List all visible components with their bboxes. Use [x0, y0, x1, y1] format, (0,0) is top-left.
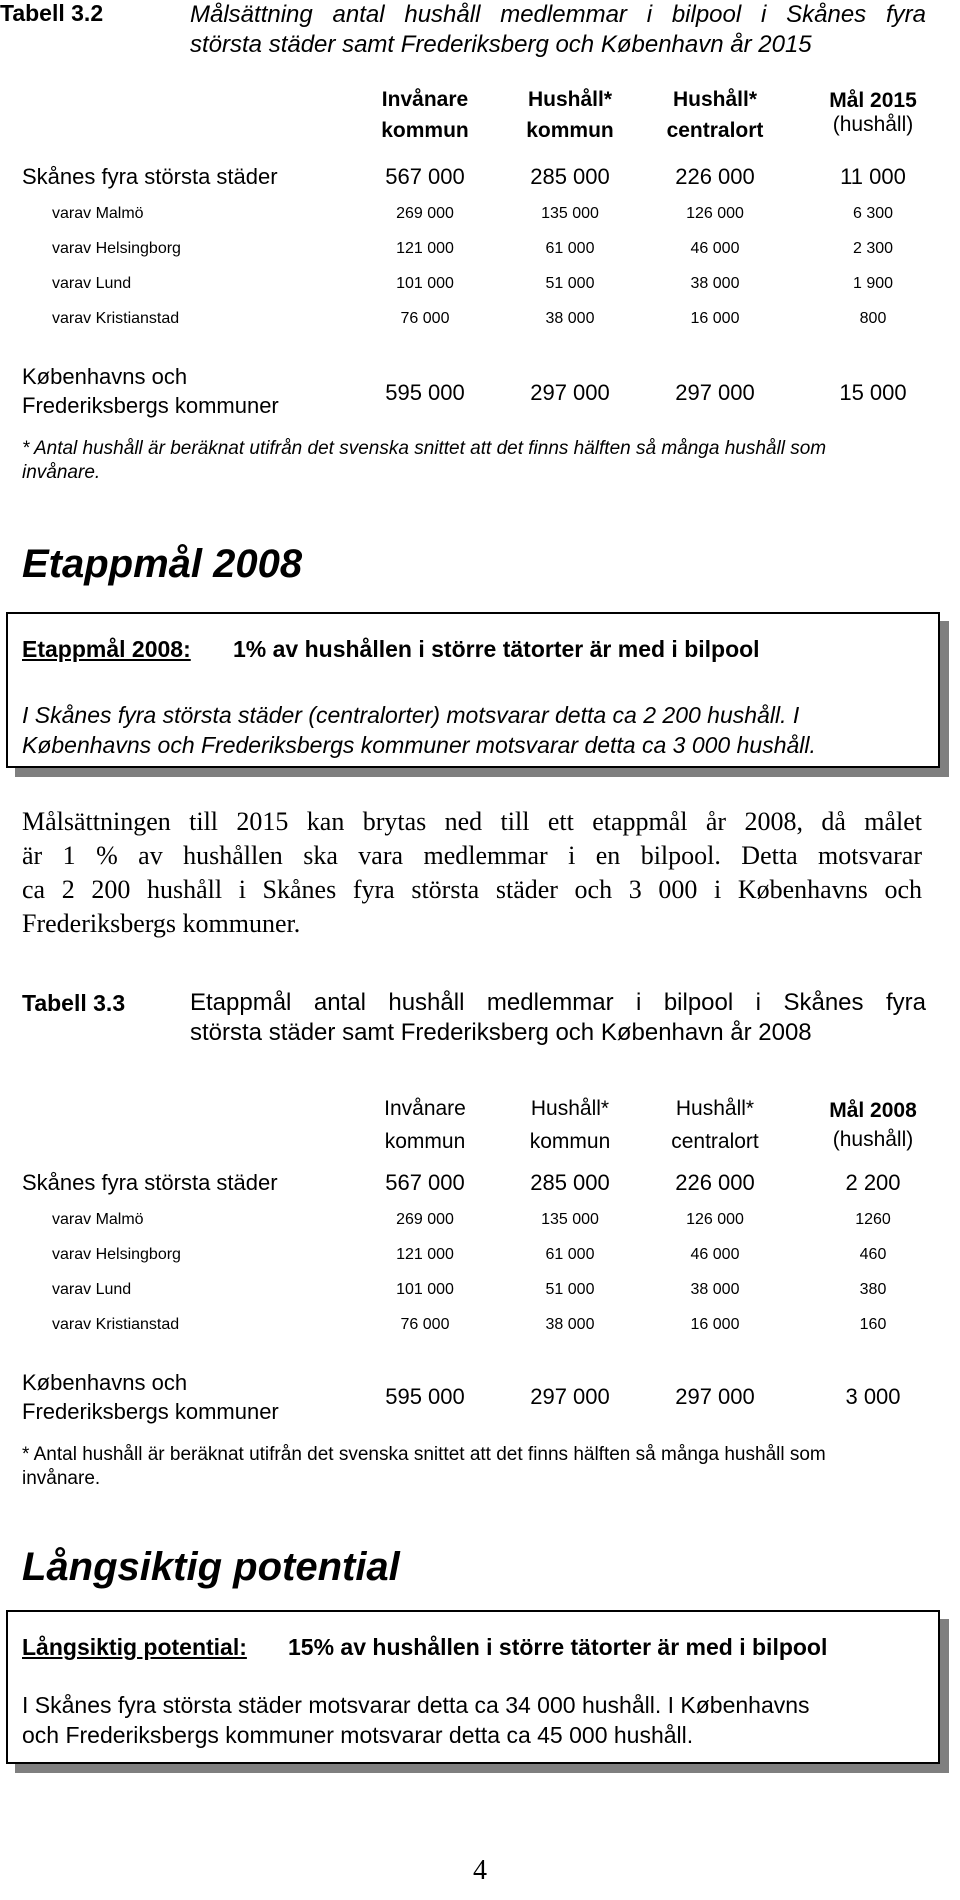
total-row-value: 226 000: [675, 164, 755, 189]
sub-row-label: varav Helsingborg: [52, 240, 181, 257]
sub-row-value: 121 000: [396, 240, 454, 257]
sub-row-value: 2 300: [852, 240, 894, 257]
header-invanare: Invånare kommun: [384, 1097, 466, 1153]
sub-row-value: 121 000: [396, 1246, 454, 1263]
goal-box-goal: 15% av hushållen i större tätorter är med i bilpool: [288, 1634, 828, 1660]
copenhagen-row-label: Københavns och Frederiksbergs kommuner: [22, 1370, 279, 1424]
copenhagen-row-value: 15 000: [839, 380, 907, 405]
total-row-value: 567 000: [385, 164, 465, 189]
goal-box-label: Etappmål 2008:: [22, 636, 191, 662]
table-footnote: * Antal hushåll är beräknat utifrån det svenska snittet att det finns hälften så många hushåll som invånare.: [22, 1444, 826, 1489]
copenhagen-row-value: 297 000: [675, 380, 755, 405]
copenhagen-row-value: 595 000: [385, 1384, 465, 1409]
sub-row-value: 135 000: [541, 1211, 599, 1228]
section-heading-etappmal: Etappmål 2008: [22, 542, 303, 586]
sub-row-value: 76 000: [400, 310, 450, 327]
page-number: 4: [473, 1855, 487, 1886]
table-caption-line2: största städer samt Frederiksberg och København år 2008: [190, 1019, 812, 1046]
sub-row-value: 126 000: [686, 205, 744, 222]
header-hushall-centralort: Hushåll* centralort: [666, 88, 764, 142]
sub-row-value: 16 000: [690, 310, 740, 327]
sub-row-value: 269 000: [396, 1211, 454, 1228]
total-row-value: 285 000: [530, 164, 610, 189]
sub-row-label: varav Malmö: [52, 205, 144, 222]
header-hushall-centralort: Hushåll* centralort: [671, 1097, 759, 1153]
goal-box-2008: [6, 612, 940, 768]
sub-row-label: varav Kristianstad: [52, 1316, 180, 1333]
sub-row-value: 51 000: [545, 1281, 595, 1298]
total-row-label: Skånes fyra största städer: [22, 1170, 278, 1195]
copenhagen-row-value: 595 000: [385, 380, 465, 405]
sub-row-value: 269 000: [396, 205, 454, 222]
header-mal: Mål 2008 (hushåll): [829, 1099, 917, 1151]
copenhagen-row-value: 297 000: [530, 380, 610, 405]
copenhagen-row-value: 3 000: [845, 1384, 901, 1409]
table-caption-line1: Etappmål antal hushåll medlemmar i bilpool i Skånes fyra: [190, 989, 926, 1016]
sub-row-value: 51 000: [545, 275, 595, 292]
goal-box-goal: 1% av hushållen i större tätorter är med i bilpool: [233, 636, 760, 662]
sub-row-value: 101 000: [396, 1281, 454, 1298]
sub-row-value: 1 900: [852, 275, 894, 292]
sub-row-value: 101 000: [396, 275, 454, 292]
total-row-value: 2 200: [845, 1170, 901, 1195]
goal-box-label: Långsiktig potential:: [22, 1634, 247, 1660]
header-mal: Mål 2015 (hushåll): [829, 89, 917, 136]
sub-row-value: 800: [859, 310, 887, 327]
sub-row-value: 6 300: [852, 205, 894, 222]
total-row-value: 285 000: [530, 1170, 610, 1195]
total-row-value: 226 000: [675, 1170, 755, 1195]
header-hushall-kommun: Hushåll* kommun: [526, 88, 614, 142]
section-heading-langsiktig: Långsiktig potential: [22, 1545, 400, 1589]
table-caption-line1: Målsättning antal hushåll medlemmar i bilpool i Skånes fyra: [190, 1, 926, 28]
sub-row-value: 135 000: [541, 205, 599, 222]
sub-row-value: 38 000: [545, 1316, 595, 1333]
table-footnote: * Antal hushåll är beräknat utifrån det svenska snittet att det finns hälften så många hushåll som invånare.: [22, 438, 827, 483]
goal-box-body: I Skånes fyra största städer motsvarar detta ca 34 000 hushåll. I Københavns och Frederiksbergs kommuner motsvarar detta ca 45 000 hushåll.: [22, 1692, 810, 1748]
sub-row-value: 38 000: [690, 275, 740, 292]
sub-row-value: 16 000: [690, 1316, 740, 1333]
sub-row-value: 76 000: [400, 1316, 450, 1333]
sub-row-label: varav Lund: [52, 1281, 132, 1298]
sub-row-value: 38 000: [690, 1281, 740, 1298]
sub-row-value: 46 000: [690, 1246, 740, 1263]
total-row-value: 11 000: [840, 164, 906, 189]
sub-row-value: 61 000: [545, 240, 595, 257]
header-hushall-kommun: Hushåll* kommun: [529, 1097, 611, 1153]
goal-box-body: I Skånes fyra största städer (centralorter) motsvarar detta ca 2 200 hushåll. I Københavns och Frederiksbergs kommuner motsvarar detta ca 3 000 hushåll.: [22, 702, 816, 758]
total-row-label: Skånes fyra största städer: [22, 164, 278, 189]
table-number: Tabell 3.3: [22, 990, 126, 1016]
sub-row-value: 380: [859, 1281, 887, 1298]
sub-row-value: 126 000: [686, 1211, 744, 1228]
sub-row-label: varav Malmö: [52, 1211, 144, 1228]
table-caption-line2: största städer samt Frederiksberg och København år 2015: [190, 31, 812, 58]
sub-row-value: 61 000: [545, 1246, 595, 1263]
sub-row-value: 460: [859, 1246, 887, 1263]
sub-row-value: 46 000: [690, 240, 740, 257]
goal-box-longterm: [6, 1610, 940, 1764]
copenhagen-row-label: Københavns och Frederiksbergs kommuner: [22, 364, 279, 418]
sub-row-value: 160: [859, 1316, 887, 1333]
sub-row-value: 1260: [855, 1211, 891, 1228]
sub-row-value: 38 000: [545, 310, 595, 327]
copenhagen-row-value: 297 000: [675, 1384, 755, 1409]
sub-row-label: varav Kristianstad: [52, 310, 180, 327]
sub-row-label: varav Lund: [52, 275, 132, 292]
sub-row-label: varav Helsingborg: [52, 1246, 181, 1263]
copenhagen-row-value: 297 000: [530, 1384, 610, 1409]
table-number: Tabell 3.2: [0, 0, 104, 26]
total-row-value: 567 000: [385, 1170, 465, 1195]
header-invanare: Invånare kommun: [381, 88, 469, 142]
paragraph-etappmal: Målsättningen till 2015 kan brytas ned till ett etappmål år 2008, då målet är 1 % av hushållen ska vara medlemmar i en bilpool. Detta motsvarar ca 2 200 hushåll i Skånes fyra största städer och 3 000 i Københavns och Frederiksbergs kommuner.: [22, 807, 922, 938]
